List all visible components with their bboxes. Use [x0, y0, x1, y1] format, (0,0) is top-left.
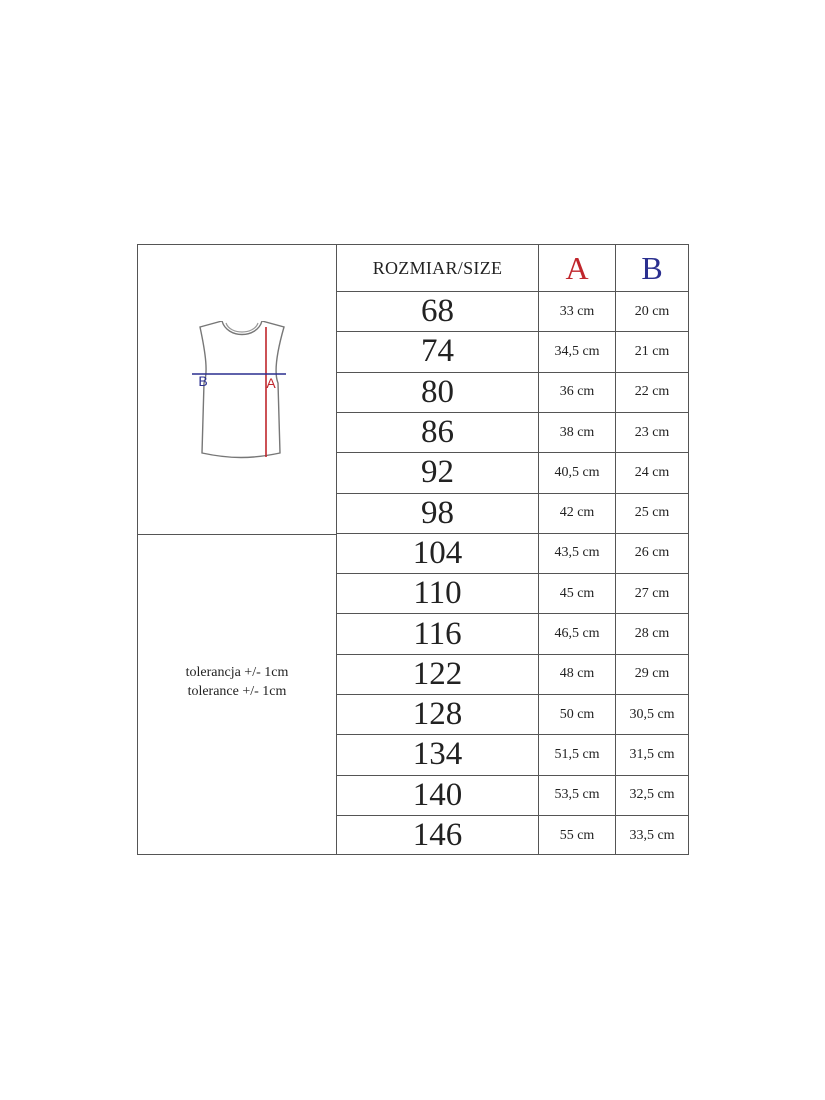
- grid-line: [336, 372, 688, 373]
- grid-line: [336, 573, 688, 574]
- measurement-a-cell: 42 cm: [559, 505, 595, 521]
- grid-line: [336, 694, 688, 695]
- grid-line: [336, 734, 688, 735]
- grid-line: [336, 533, 688, 534]
- size-chart-table: [137, 244, 689, 855]
- measurement-a-cell: 38 cm: [559, 424, 595, 440]
- grid-line: [336, 412, 688, 413]
- measurement-a-cell: 34,5 cm: [554, 343, 600, 359]
- measurement-b-cell: 31,5 cm: [629, 746, 675, 762]
- diagram-label-a: A: [266, 375, 276, 391]
- grid-line: [336, 493, 688, 494]
- measurement-b-cell: 22 cm: [634, 384, 670, 400]
- measurement-a-cell: 45 cm: [559, 585, 595, 601]
- sleeveless-top-measurement-icon: [190, 321, 294, 461]
- measurement-a-cell: 51,5 cm: [554, 746, 600, 762]
- size-cell: 146: [412, 817, 463, 854]
- measurement-b-cell: 28 cm: [634, 626, 670, 642]
- measurement-b-cell: 33,5 cm: [629, 827, 675, 843]
- grid-line: [336, 815, 688, 816]
- size-cell: 122: [412, 655, 463, 692]
- grid-line: [138, 534, 336, 535]
- measurement-a-cell: 46,5 cm: [554, 626, 600, 642]
- diagram-label-b: B: [198, 373, 208, 389]
- size-cell: 74: [421, 333, 454, 370]
- size-cell: 116: [413, 615, 462, 652]
- size-cell: 98: [421, 494, 454, 531]
- measurement-a-cell: 50 cm: [559, 706, 595, 722]
- header-size-label: ROZMIAR/SIZE: [372, 257, 503, 278]
- size-cell: 80: [421, 373, 454, 410]
- size-cell: 110: [413, 575, 462, 612]
- measurement-a-cell: 53,5 cm: [554, 787, 600, 803]
- grid-line: [336, 775, 688, 776]
- size-cell: 86: [421, 414, 454, 451]
- grid-line: [336, 613, 688, 614]
- measurement-a-cell: 40,5 cm: [554, 464, 600, 480]
- grid-line: [336, 654, 688, 655]
- measurement-a-cell: 36 cm: [559, 384, 595, 400]
- measurement-b-cell: 29 cm: [634, 666, 670, 682]
- grid-line: [336, 331, 688, 332]
- measurement-b-cell: 30,5 cm: [629, 706, 675, 722]
- tolerance-line-en: tolerance +/- 1cm: [187, 684, 287, 699]
- measurement-b-cell: 27 cm: [634, 585, 670, 601]
- size-cell: 134: [412, 736, 463, 773]
- size-cell: 128: [412, 696, 463, 733]
- measurement-a-cell: 33 cm: [559, 303, 595, 319]
- measurement-a-cell: 43,5 cm: [554, 545, 600, 561]
- size-cell: 68: [421, 293, 454, 330]
- tolerance-line-pl: tolerancja +/- 1cm: [185, 665, 289, 680]
- measurement-b-cell: 24 cm: [634, 464, 670, 480]
- header-col-a: A: [565, 249, 589, 286]
- size-cell: 104: [412, 534, 463, 571]
- size-cell: 140: [412, 776, 463, 813]
- measurement-a-cell: 55 cm: [559, 827, 595, 843]
- measurement-b-cell: 20 cm: [634, 303, 670, 319]
- measurement-a-cell: 48 cm: [559, 666, 595, 682]
- grid-line: [336, 291, 688, 292]
- measurement-b-cell: 23 cm: [634, 424, 670, 440]
- grid-line: [336, 452, 688, 453]
- header-col-b: B: [641, 249, 663, 286]
- tolerance-note: [138, 663, 336, 701]
- measurement-b-cell: 25 cm: [634, 505, 670, 521]
- size-cell: 92: [421, 454, 454, 491]
- measurement-b-cell: 26 cm: [634, 545, 670, 561]
- measurement-b-cell: 32,5 cm: [629, 787, 675, 803]
- measurement-b-cell: 21 cm: [634, 343, 670, 359]
